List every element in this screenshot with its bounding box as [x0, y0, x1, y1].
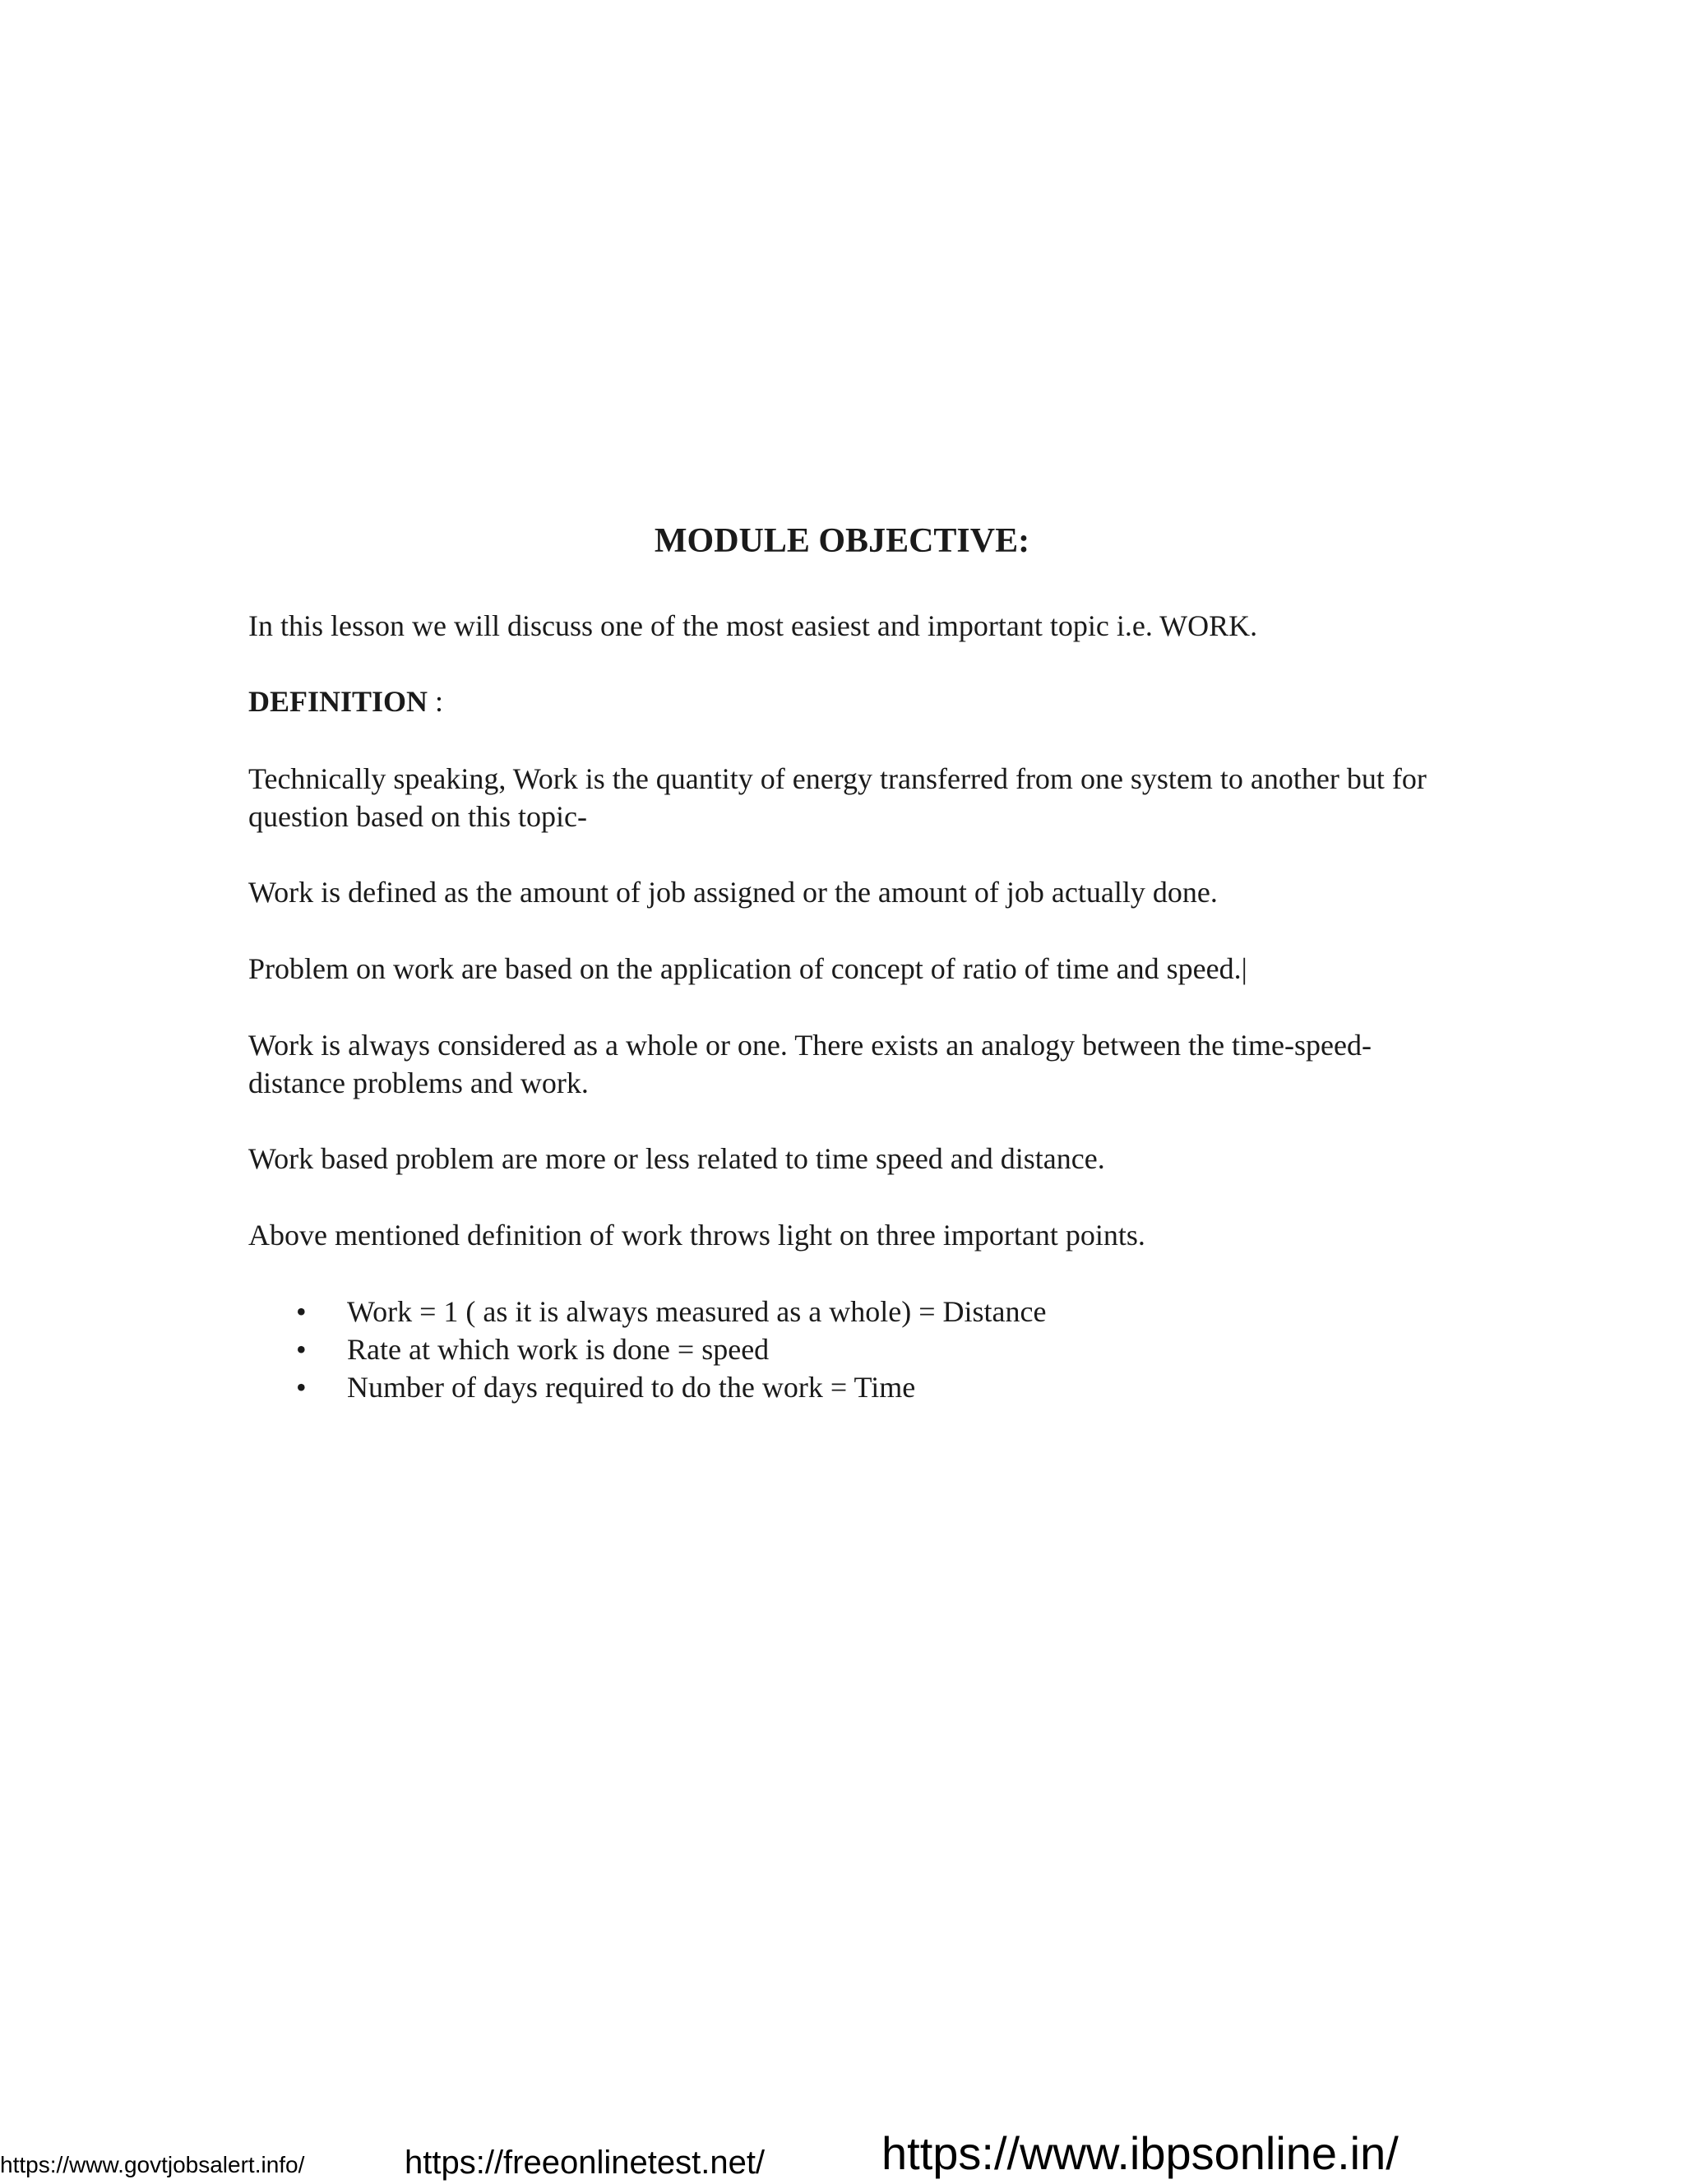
list-item [248, 1293, 1432, 1330]
list-item [248, 1368, 1432, 1406]
work-defined-paragraph: Work is defined as the amount of job assigned or the amount of job actually done. [248, 876, 1218, 909]
problem-concept-paragraph: Problem on work are based on the application of concept of ratio of time and speed.| [248, 952, 1247, 985]
definition-colon: : [428, 685, 444, 718]
list-item [248, 1330, 1432, 1368]
definition-heading [248, 682, 1432, 720]
bullet-icon: • [296, 1371, 307, 1404]
bullet-text: Number of days required to do the work = Time [347, 1371, 916, 1404]
three-points-paragraph: Above mentioned definition of work throws light on three important points. [248, 1219, 1145, 1252]
ibpsonline-link[interactable]: https://www.ibpsonline.in/ [881, 2127, 1399, 2179]
bullet-icon: • [296, 1295, 307, 1328]
bullet-text: Work = 1 ( as it is always measured as a whole) = Distance [347, 1295, 1047, 1328]
freeonlinetest-link[interactable]: https://freeonlinetest.net/ [405, 2145, 766, 2181]
technical-definition-paragraph: Technically speaking, Work is the quantity of energy transferred from one system to another but for question based on this topic- [248, 762, 1427, 833]
module-objective-title: MODULE OBJECTIVE: [654, 522, 1030, 560]
intro-paragraph: In this lesson we will discuss one of the most easiest and important topic i.e. WORK. [248, 609, 1258, 642]
work-related-paragraph: Work based problem are more or less related to time speed and distance. [248, 1142, 1105, 1175]
bullet-icon: • [296, 1333, 307, 1366]
footer-links [0, 2125, 1684, 2182]
bullet-text: Rate at which work is done = speed [347, 1333, 770, 1366]
work-analogy-paragraph: Work is always considered as a whole or one. There exists an analogy between the time-speed-distance problems and work. [248, 1029, 1372, 1099]
key-points-list [248, 1293, 1432, 1406]
definition-heading-label: DEFINITION [248, 685, 428, 718]
govtjobsalert-link[interactable]: https://www.govtjobsalert.info/ [0, 2152, 305, 2177]
